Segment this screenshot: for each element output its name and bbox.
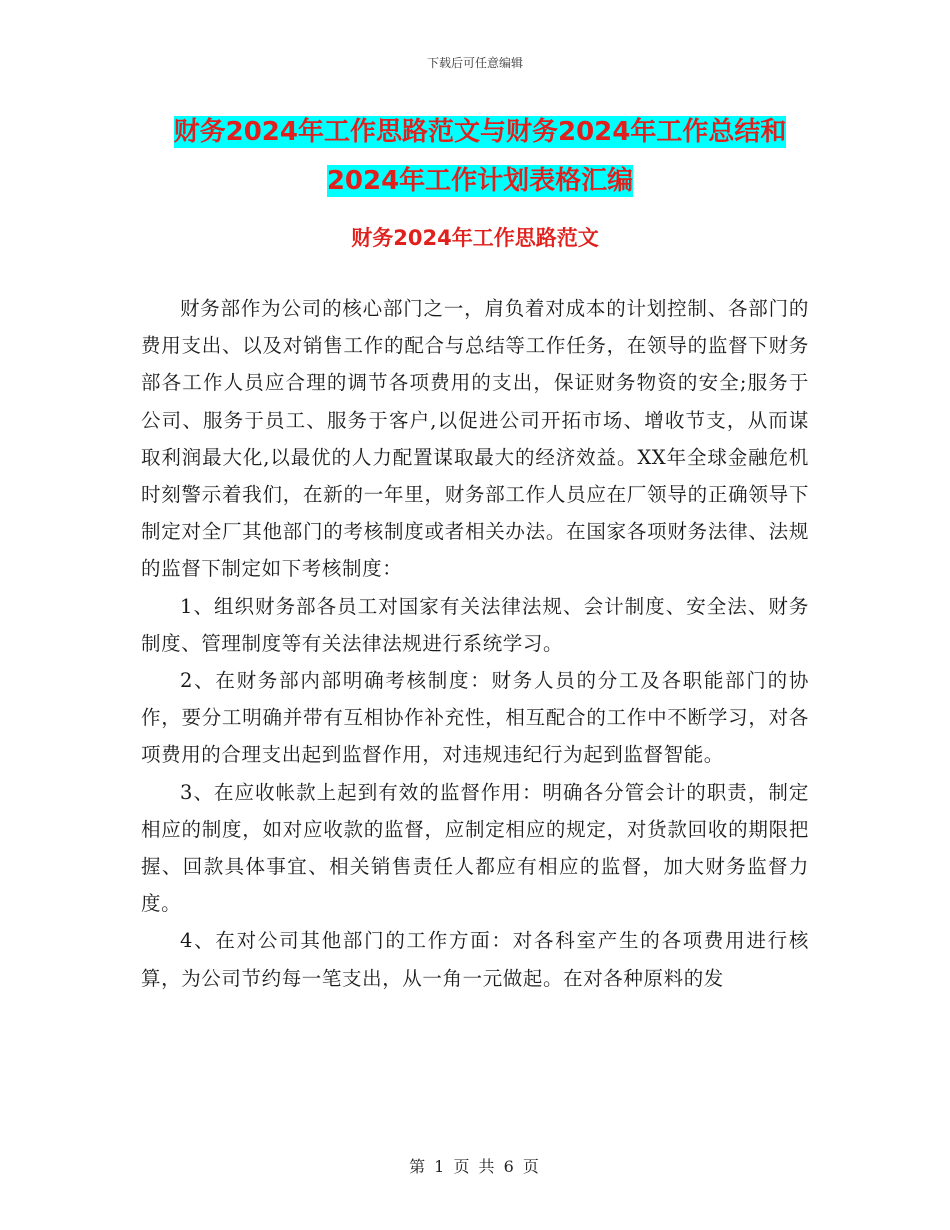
document-title <box>140 108 820 206</box>
page-footer: 第 1 页 共 6 页 <box>409 1157 541 1176</box>
title-line-2: 2024年工作计划表格汇编 <box>326 166 634 196</box>
title-line-1: 财务2024年工作思路范文与财务2024年工作总结和 <box>173 117 787 147</box>
paragraph-item-3: 3、在应收帐款上起到有效的监督作用：明确各分管会计的职责，制定相应的制度，如对应收款的监督，应制定相应的规定，对货款回收的期限把握、回款具体事宜、相关销售责任人都应有相应的监督，加大财务监督力度。 <box>141 780 809 916</box>
paragraph-item-4: 4、在对公司其他部门的工作方面：对各科室产生的各项费用进行核算，为公司节约每一笔支出，从一角一元做起。在对各种原料的发 <box>141 929 809 990</box>
paragraph-intro: 财务部作为公司的核心部门之一，肩负着对成本的计划控制、各部门的费用支出、以及对销售工作的配合与总结等工作任务，在领导的监督下财务部各工作人员应合理的调节各项费用的支出，保证财务物资的安全;服务于公司、服务于员工、服务于客户,以促进公司开拓市场、增收节支，从而谋取利润最大化,以最优的人力配置谋取最大的经济效益。XX年全球金融危机时刻警示着我们，在新的一年里，财务部工作人员应在厂领导的正确领导下制定对全厂其他部门的考核制度或者相关办法。在国家各项财务法律、法规的监督下制定如下考核制度： <box>141 297 809 581</box>
document-body <box>141 290 809 997</box>
paragraph-item-2: 2、在财务部内部明确考核制度：财务人员的分工及各职能部门的协作，要分工明确并带有互相协作补充性，相互配合的工作中不断学习，对各项费用的合理支出起到监督作用，对违规违纪行为起到监督智能。 <box>141 669 809 767</box>
header-note: 下载后可任意编辑 <box>426 56 523 70</box>
paragraph-item-1: 1、组织财务部各员工对国家有关法律法规、会计制度、安全法、财务制度、管理制度等有关法律法规进行系统学习。 <box>141 594 809 655</box>
section-title: 财务2024年工作思路范文 <box>351 226 599 250</box>
